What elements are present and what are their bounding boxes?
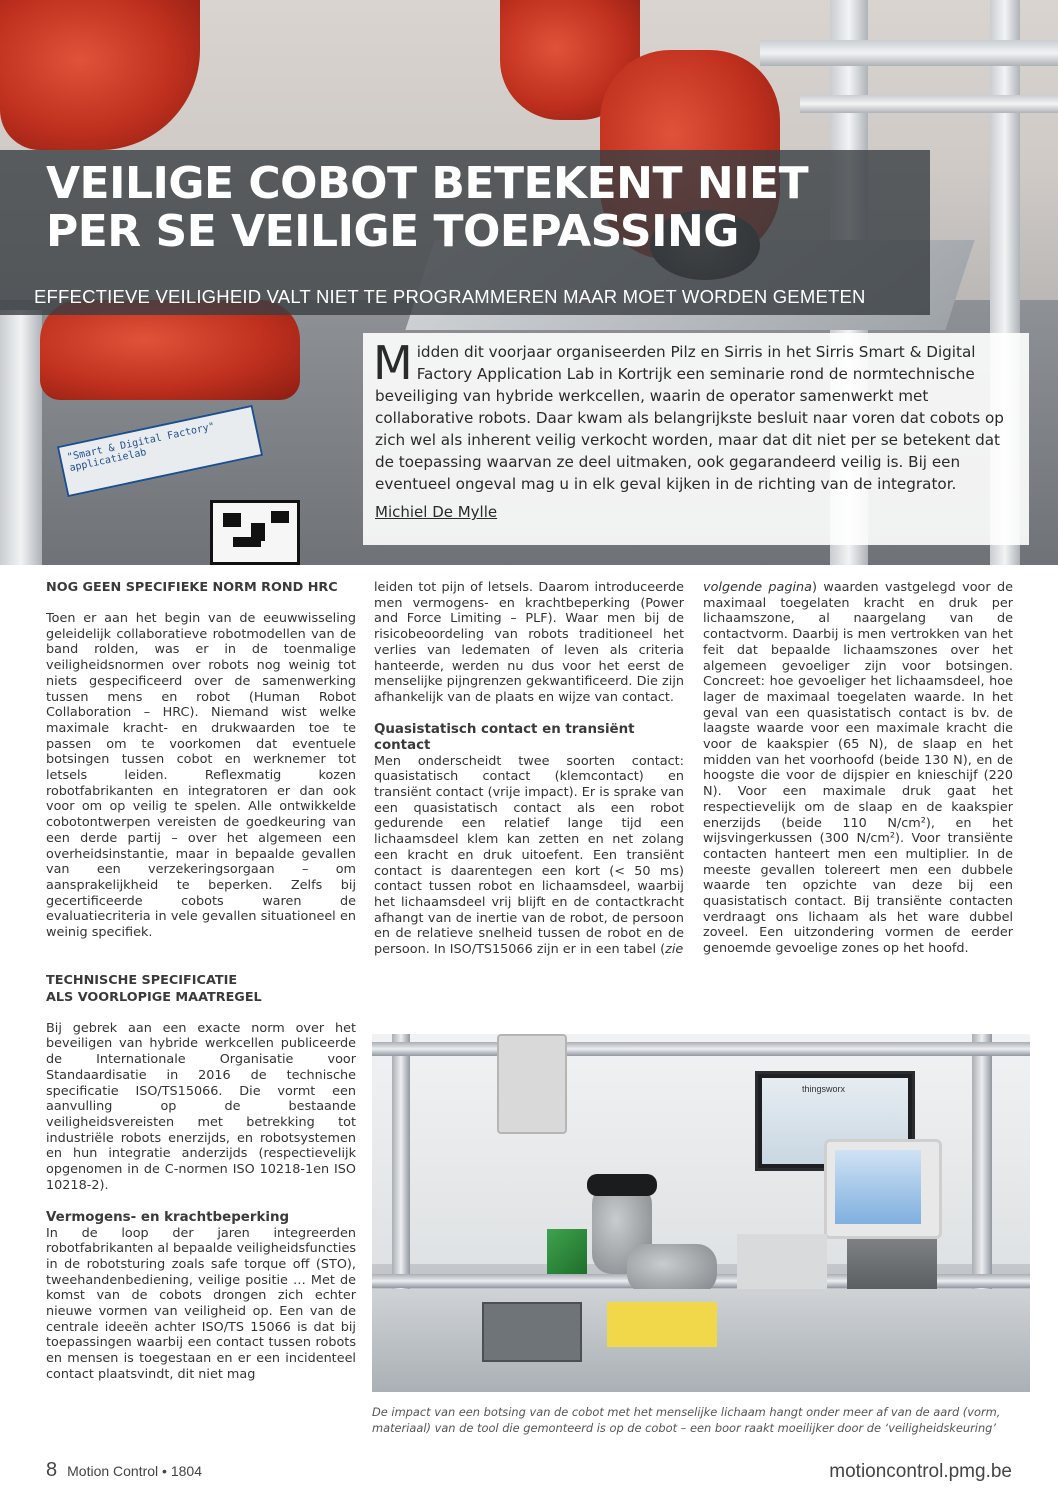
lab-sign-text: "Smart & Digital Factory" applicatielab bbox=[66, 421, 216, 475]
column-3 bbox=[703, 580, 1013, 957]
parts-tray bbox=[482, 1302, 582, 1362]
cobot-joint bbox=[587, 1174, 657, 1196]
section-heading-line: ALS VOORLOPIGE MAATREGEL bbox=[46, 989, 262, 1005]
body-paragraph bbox=[374, 754, 684, 958]
body-text: ) waarden vastgelegd voor de maximaal toegelaten kracht en druk per lichaamszone, al naargelang van de contactvorm. Daarbij is men vertrokken van het feit dat bepaalde lichaamszones over het algemeen gevoeliger zijn voor botsingen. Concreet: hoe gevoeliger het lichaamsdeel, hoe lager de maximaal toegelaten waarde. In het geval van een quasistatisch contact is bv. de laagste waarde voor een maximale kracht die voor de kaakspier (65 N), de slaap en het midden van het voorhoofd (beide 130 N), en de hoogste die voor de dijspier en knieschijf (220 N). Voor een maximale druk gaat het respectievelijk om de slaap en de kaakspier enerzijds (beide 110 N/cm²), en het wijsvingerkussen (300 N/cm²). Voor transiënte contacten hanteert men een multiplier. In de meeste gevallen tolereert men een dubbele waarde ten opzichte van deze bij een quasistatisch contact. Bij transiënte contacten verdraagt ons lichaam als het ware dubbel zoveel. Een uitzondering vormen de eerder genoemde gevoelige zones op het hoofd. bbox=[703, 580, 1013, 957]
workcell-photo bbox=[372, 1034, 1030, 1392]
article-title: VEILIGE COBOT BETEKENT NIET PER SE VEILIGE TOEPASSING bbox=[46, 158, 809, 257]
robot-base bbox=[40, 300, 300, 400]
subsection-heading: Vermogens- en krachtbeperking bbox=[46, 1209, 290, 1225]
body-paragraph: leiden tot pijn of letsels. Daarom introduceerde men vermogens- en krachtbeperking (Power and Force Limiting – PLF). Waar men bij de risicobeoordeling van robots traditioneel het verlies van ledematen of leven als criteria hanteerde, werden nu dus voor het eerst de menselijke pijngrenzen gekwantificeerd. Die zijn afhankelijk van de plaats en wijze van contact. bbox=[374, 580, 684, 705]
intro-text bbox=[373, 336, 1017, 495]
frame-profile bbox=[800, 95, 1058, 113]
fiducial-marker bbox=[210, 500, 300, 565]
intro-box bbox=[363, 333, 1029, 545]
page-number: 8 bbox=[46, 1459, 58, 1481]
body-text-italic: volgende pagina bbox=[703, 580, 813, 595]
step-fixture bbox=[737, 1234, 827, 1289]
column-1 bbox=[46, 580, 356, 1383]
author-link[interactable]: Michiel De Mylle bbox=[375, 503, 498, 521]
magazine-issue: Motion Control • 1804 bbox=[67, 1463, 202, 1479]
footer-left bbox=[46, 1459, 202, 1482]
body-text-italic: zie bbox=[665, 942, 684, 958]
yellow-plate bbox=[607, 1302, 717, 1347]
body-paragraph bbox=[703, 580, 1013, 957]
intro-paragraph: idden dit voorjaar organiseerden Pilz en Sirris in het Sirris Smart & Digital Factory Application Lab in Kortrijk een seminarie rond de normtechnische beveiliging van hybride werkcellen, waarin de operator samenwerkt met collaborative robots. Daar kwam als belangrijkste besluit naar voren dat cobots op zich wel als inherent veilig verkocht worden, maar dat dit niet per se betekent dat de toepassing waarvan ze deel uitmaken, ook gegarandeerd veilig is. Bij een eventueel ongeval mag u in elk geval kijken in de richting van de integrator. bbox=[375, 343, 1004, 493]
article-subtitle: EFFECTIEVE VEILIGHEID VALT NIET TE PROGRAMMEREN MAAR MOET WORDEN GEMETEN bbox=[34, 286, 866, 307]
robot-arm bbox=[0, 0, 200, 150]
website-link[interactable]: motioncontrol.pmg.be bbox=[829, 1461, 1012, 1482]
section-heading: NOG GEEN SPECIFIEKE NORM ROND HRC bbox=[46, 580, 338, 595]
screen-brand: thingsworx bbox=[802, 1084, 846, 1094]
hmi-screen bbox=[835, 1150, 921, 1224]
storage-box bbox=[847, 1239, 937, 1289]
body-paragraph: In de loop der jaren integreerden robotfabrikanten al bepaalde veiligheidsfuncties in de robotsturing zoals safe torque off (STO), tweehandenbediening, veilige positie … Met de komst van de cobots drongen zich echter nieuwe vormen van veiligheid op. Een van de centrale ideeën achter ISO/TS 15066 is dat bij toepassingen waarbij een contact tussen robots en mensen is toegestaan en er een incidenteel contact plaatsvindt, dit niet mag bbox=[46, 1225, 356, 1382]
cobot-arm bbox=[627, 1244, 717, 1294]
hmi-tablet bbox=[824, 1139, 942, 1239]
body-text: Men onderscheidt twee soorten contact: quasistatisch contact (klemcontact) en transiënt contact (vrije impact). Er is sprake van een quasistatisch contact als een robot gedurende een relatief lange tijd een lichaamsdeel klem kan zetten en net zolang een kracht en druk uitoefent. Een transiënt contact is daarentegen een kort (< 50 ms) contact tussen robot en lichaamsdeel, waarbij het lichaamsdeel vrij blijft en de contactkracht afhangt van de inertie van de robot, de persoon en de relatieve snelheid tussen de robot en de persoon. In ISO/TS15066 zijn er in een tabel ( bbox=[374, 753, 684, 958]
frame-profile bbox=[760, 40, 1058, 66]
column-2 bbox=[374, 580, 684, 958]
body-paragraph: Bij gebrek aan een exacte norm over het beveiligen van hybride werkcellen publiceerde de Internationale Organisatie voor Standaardisatie in 2016 de technische specificatie ISO/TS15066. Die vormt een aanvulling op de bestaande veiligheidsvereisten met betrekking tot industriële robots enerzijds, en robotsystemen en hun integratie anderzijds (respectievelijk opgenomen in de C-normen ISO 10218-1en ISO 10218-2). bbox=[46, 1020, 356, 1193]
frame-profile bbox=[372, 1042, 1030, 1056]
subsection-heading: Quasistatisch contact en transiënt contact bbox=[374, 721, 635, 753]
body-paragraph: Toen er aan het begin van de eeuwwisseling geleidelijk collaboratieve robotmodellen van de band rolden, was er in de toenmalige veiligheidsnormen over robots nog weinig tot niets gespecificeerd over de samenwerking tussen mens en robot (Human Robot Collaboration – HRC). Niemand wist welke maximale kracht- en drukwaarden toe te passen om te voorkomen dat eventuele botsingen tussen cobot en werknemer tot letsels leiden. Reflexmatig kozen robotfabrikanten en integratoren er dan ook voor om op veilig te spelen. Alle ontwikkelde cobotontwerpen vereisten de goedkeuring van een derde partij – over het algemeen een overheidsinstantie, maar in bepaalde gevallen van een verzekeringsorgaan – om aansprakelijkheid te beperken. Zelfs bij gecertificeerde cobots waren de evaluatiecriteria in vele gevallen situationeel en weinig specifiek. bbox=[46, 611, 356, 941]
teach-pendant bbox=[497, 1034, 567, 1134]
photo-caption: De impact van een botsing van de cobot met het menselijke lichaam hangt onder meer af van de aard (vorm, materiaal) van de tool die gemonteerd is op de cobot – een boor raakt moeilijker door de ‘veiligheidskeuring’ bbox=[372, 1405, 1001, 1436]
section-heading-line: TECHNISCHE SPECIFICATIE bbox=[46, 972, 238, 988]
gripper-tool bbox=[547, 1229, 587, 1274]
intro-dropcap: M bbox=[373, 336, 413, 390]
frame-profile bbox=[0, 310, 42, 565]
